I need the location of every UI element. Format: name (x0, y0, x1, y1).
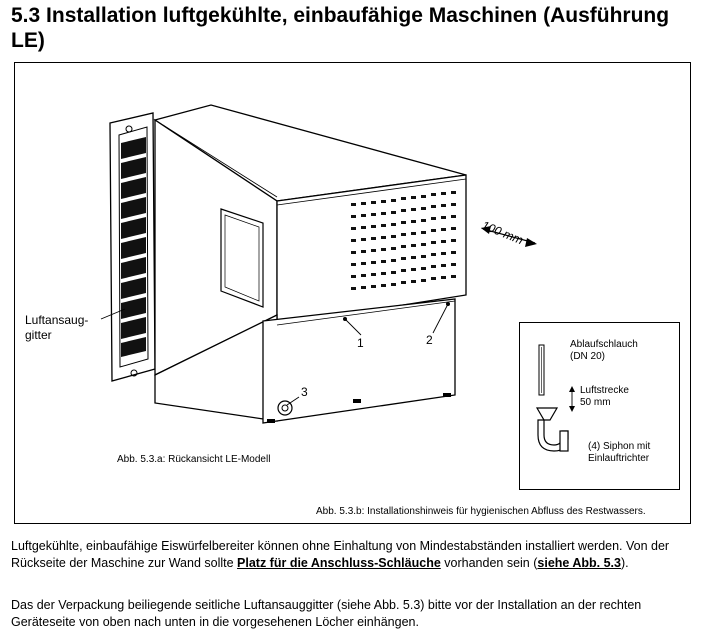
hose-label: Ablaufschlauch (570, 339, 638, 350)
paragraph-1 (11, 538, 701, 572)
figure-frame (14, 62, 691, 524)
siphon-funnel-label: Einlauftrichter (588, 453, 650, 464)
section-heading: 5.3 Installation luftgekühlte, einbaufähige Maschinen (Ausführung LE) (11, 4, 670, 52)
paragraph-2: Das der Verpackung beiliegende seitliche Luftansauggitter (siehe Abb. 5.3) bitte vor der Installation an der rechten Geräteseite von oben nach unten in die vorgesehenen Löcher einhängen. (11, 598, 642, 629)
air-gap-label: Luftstrecke (580, 385, 629, 396)
caption-a: Abb. 5.3.a: Rückansicht LE-Modell (117, 454, 271, 465)
label-air-intake: Luftansaug- (25, 313, 89, 327)
label-air-intake-2: gitter (25, 328, 52, 342)
air-gap-value: 50 mm (580, 397, 611, 408)
callout-1: 1 (357, 336, 364, 350)
callout-3: 3 (301, 385, 308, 399)
hose-size-label: (DN 20) (570, 351, 606, 362)
distance-label: 100 mm (479, 218, 526, 248)
hose-space-link[interactable]: Platz für die Anschluss-Schläuche (237, 556, 441, 570)
caption-b: Abb. 5.3.b: Installationshinweis für hygienischen Abfluss des Restwassers. (316, 506, 646, 517)
callout-2: 2 (426, 333, 433, 347)
paragraph-1-end: ). (620, 556, 629, 570)
grille-slots (121, 137, 146, 357)
figure-reference-link[interactable]: siehe Abb. 5.3 (537, 556, 621, 570)
siphon-inset (519, 322, 680, 490)
paragraph-1-text: Luftgekühlte, einbaufähige Eiswürfelbereiter können ohne Einhaltung von Mindestabständen installiert werden. Von der Rückseite der Maschine zur Wand sollte (11, 539, 670, 570)
siphon-label: (4) Siphon mit (588, 441, 651, 452)
paragraph-1-middle: vorhanden sein ( (440, 556, 538, 570)
